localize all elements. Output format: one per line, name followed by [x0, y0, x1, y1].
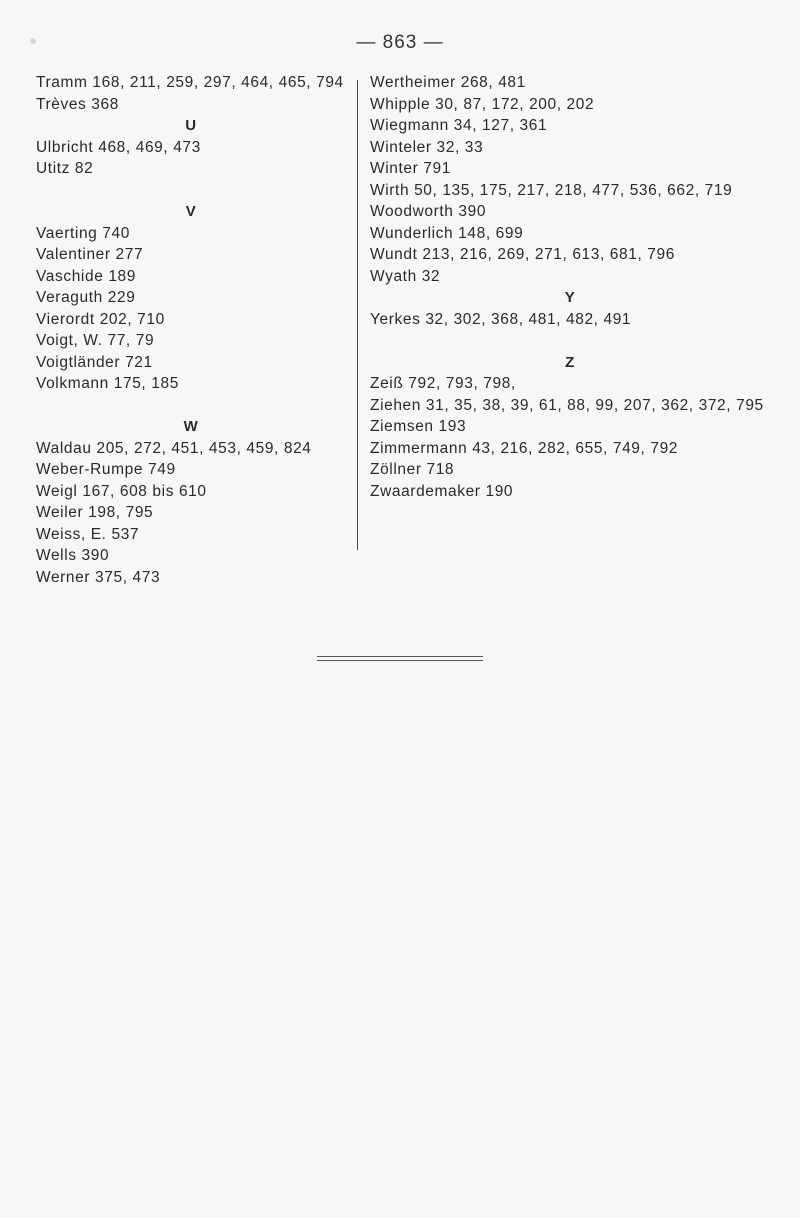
column-divider	[357, 80, 358, 550]
index-entry: Vaschide 189	[36, 267, 136, 285]
index-entry: Zwaardemaker 190	[370, 482, 514, 500]
index-entry: Weigl 167, 608 bis 610	[36, 482, 207, 500]
index-entry: Yerkes 32, 302, 368, 481, 482, 491	[370, 310, 632, 328]
index-entry: Wirth 50, 135, 175, 217, 218, 477, 536, 662, 719	[370, 181, 733, 199]
index-entry: Werner 375, 473	[36, 568, 161, 586]
end-rule-bottom	[317, 660, 483, 661]
left-column	[36, 72, 346, 588]
section-letter-w: W	[183, 418, 199, 435]
index-entry: Vaerting 740	[36, 224, 130, 242]
index-entry: Tramm 168, 211, 259, 297, 464, 465, 794	[36, 74, 344, 91]
index-entry: Wyath 32	[370, 267, 441, 285]
end-rule-top	[317, 656, 483, 657]
index-entry: Winteler 32, 33	[370, 138, 484, 156]
index-entry: Wundt 213, 216, 269, 271, 613, 681, 796	[370, 246, 675, 263]
index-entry: Wiegmann 34, 127, 361	[370, 117, 548, 134]
index-entry: Woodworth 390	[370, 203, 487, 220]
index-entry: Trèves 368	[36, 95, 119, 113]
index-entry: Veraguth 229	[36, 289, 136, 306]
index-entry: Weiss, E. 537	[36, 525, 140, 543]
section-letter-v: V	[185, 203, 197, 220]
index-entry: Vierordt 202, 710	[36, 310, 165, 328]
index-entry: Wells 390	[36, 547, 110, 564]
right-column	[370, 72, 770, 502]
index-entry: Voigtländer 721	[36, 353, 153, 371]
index-entry: Ulbricht 468, 469, 473	[36, 138, 201, 156]
index-entry: Wertheimer 268, 481	[370, 74, 526, 91]
index-entry: Utitz 82	[36, 160, 94, 177]
index-entry: Zeiß 792, 793, 798,	[370, 375, 516, 392]
index-entry: Voigt, W. 77, 79	[36, 332, 155, 349]
index-entry: Ziehen 31, 35, 38, 39, 61, 88, 99, 207, 362, 372, 795	[370, 396, 764, 414]
index-entry: Ziemsen 193	[370, 418, 467, 435]
section-letter-z: Z	[565, 353, 575, 371]
index-entry: Whipple 30, 87, 172, 200, 202	[370, 95, 595, 113]
page-number: — 863 —	[356, 32, 444, 53]
index-entry: Weber-Rumpe 749	[36, 461, 176, 478]
index-entry: Zöllner 718	[370, 461, 455, 478]
index-entry: Wunderlich 148, 699	[370, 224, 524, 242]
index-entry: Volkmann 175, 185	[36, 375, 179, 392]
section-letter-u: U	[185, 117, 197, 134]
section-letter-y: Y	[564, 289, 576, 306]
index-entry: Valentiner 277	[36, 246, 144, 263]
index-entry: Waldau 205, 272, 451, 453, 459, 824	[36, 439, 312, 457]
index-entry: Winter 791	[370, 160, 451, 177]
index-entry: Zimmermann 43, 216, 282, 655, 749, 792	[370, 439, 679, 457]
index-entry: Weiler 198, 795	[36, 504, 154, 521]
